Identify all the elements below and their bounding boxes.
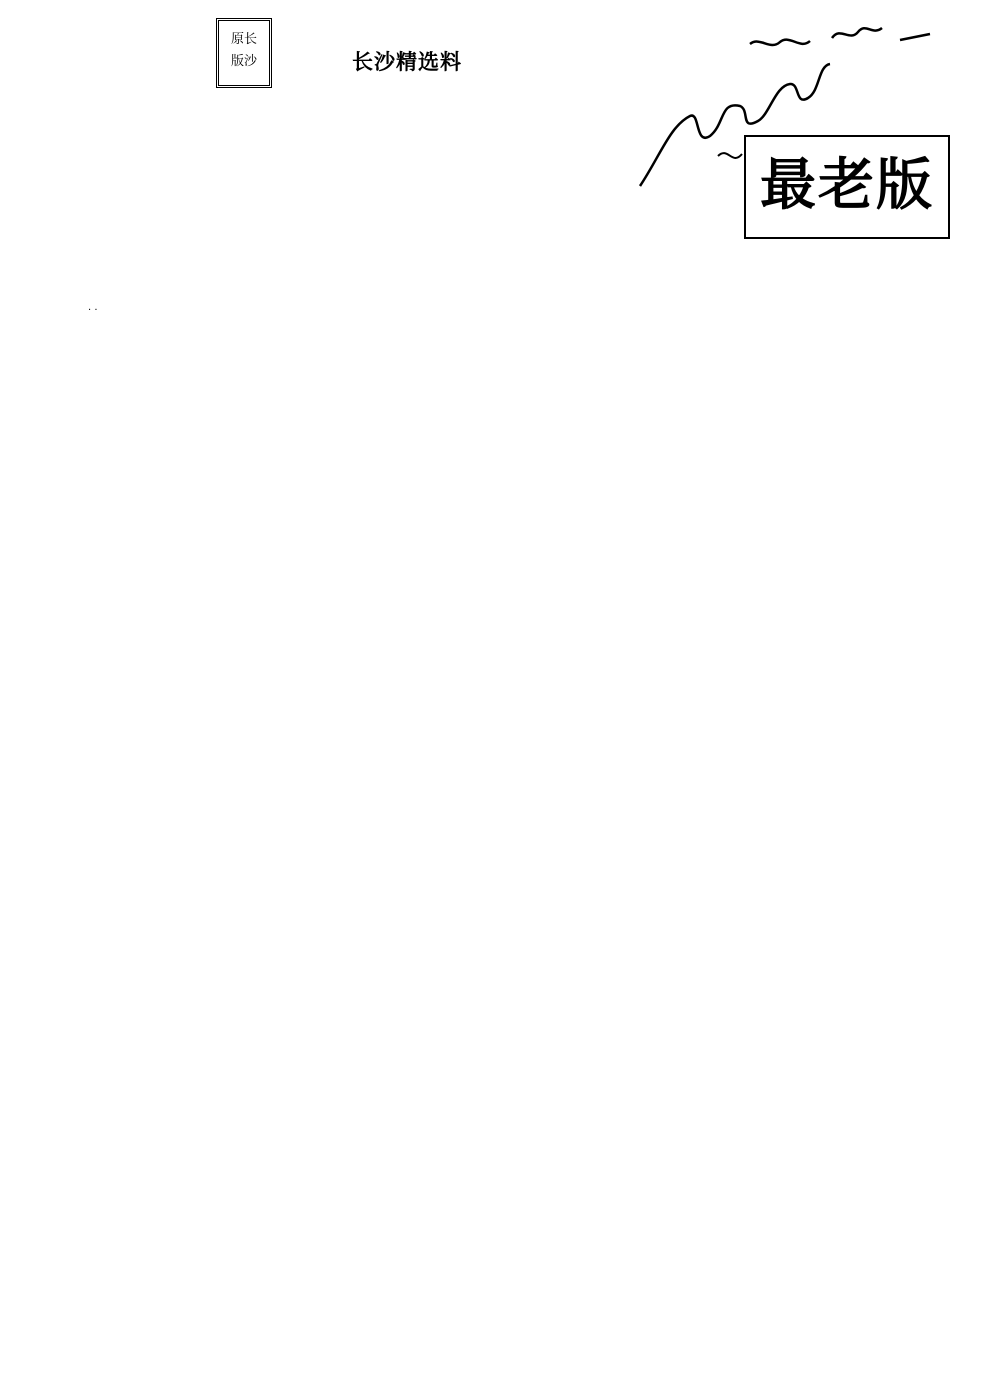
stamp-line-1: 原长 <box>230 32 257 47</box>
stamp-box <box>216 18 272 88</box>
oldest-version-badge: 最老版 <box>744 135 950 239</box>
stray-dots: · · <box>88 305 98 316</box>
stamp-line-2: 版沙 <box>230 54 257 69</box>
page-title: 长沙精选料 <box>352 50 462 74</box>
